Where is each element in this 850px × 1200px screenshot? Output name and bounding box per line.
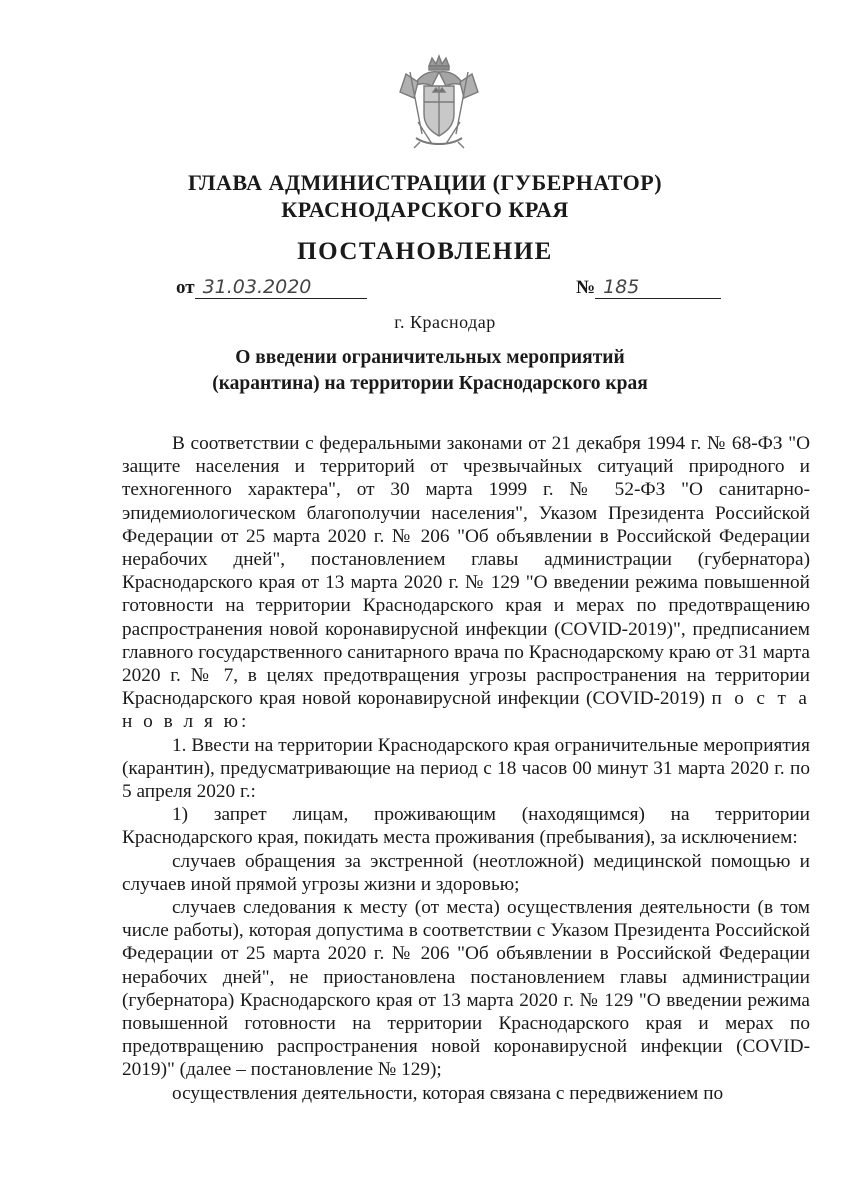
exception-medical-paragraph: случаев обращения за экстренной (неотложной) медицинской помощью и случаев иной прямой угрозы жизни и здоровью; bbox=[122, 850, 810, 895]
number-prefix: № bbox=[576, 277, 596, 298]
issuer-title-line2: КРАСНОДАРСКОГО КРАЯ bbox=[281, 197, 569, 222]
coat-of-arms-icon bbox=[396, 52, 482, 152]
preamble-paragraph bbox=[122, 432, 810, 734]
document-subject bbox=[0, 345, 850, 397]
issuer-title-line1: ГЛАВА АДМИНИСТРАЦИИ (ГУБЕРНАТОР) bbox=[187, 170, 663, 195]
exception-activity-paragraph: осуществления деятельности, которая связана с передвижением по bbox=[172, 1082, 724, 1104]
preamble-text: В соответствии с федеральными законами от 21 декабря 1994 г. № 68-ФЗ "О защите населения и территорий от чрезвычайных ситуаций природного и техногенного характера", от 30 марта 1999 г. № 52-ФЗ "О санитарно-эпидемиологическом благополучии населения", Указом Президента Российской Федерации от 25 марта 2020 г. № 206 "Об объявлении в Российской Федерации нерабочих дней", постановлением главы администрации (губернатора) Краснодарского края от 13 марта 2020 г. № 129 "О введении режима повышенной готовности на территории Краснодарского края и мерах по предотвращению распространения новой коронавирусной инфекции (COVID-2019)", предписанием главного государственного санитарного врача по Краснодарскому краю от 31 марта 2020 г. № 7, в целях предотвращения угрозы распространения на территории Краснодарского края новой коронавирусной инфекции (COVID-2019) bbox=[122, 433, 810, 710]
city-line: г. Краснодар bbox=[394, 312, 496, 332]
document-number bbox=[576, 276, 721, 299]
subject-line1: О введении ограничительных мероприятий bbox=[235, 347, 625, 368]
document-body bbox=[122, 432, 810, 1105]
subclause-1-paragraph: 1) запрет лицам, проживающим (находящимся) на территории Краснодарского края, покидать места проживания (пребывания), за исключением: bbox=[122, 804, 810, 849]
resolve-word: п о с т а н о в л я ю: bbox=[122, 688, 810, 733]
date-value: 31.03.2020 bbox=[195, 276, 367, 299]
document-date bbox=[176, 276, 367, 299]
number-value: 185 bbox=[595, 276, 721, 299]
date-prefix: от bbox=[176, 277, 195, 298]
clause-1-paragraph: 1. Ввести на территории Краснодарского края ограничительные мероприятия (карантин), предусматривающие на период с 18 часов 00 минут 31 марта 2020 г. по 5 апреля 2020 г.: bbox=[122, 734, 810, 803]
exception-work-paragraph: случаев следования к месту (от места) осуществления деятельности (в том числе работы), которая допустима в соответствии с Указом Президента Российской Федерации от 25 марта 2020 г. № 206 "Об объявлении в Российской Федерации нерабочих дней", не приостановлена постановлением главы администрации (губернатора) Краснодарского края от 13 марта 2020 г. № 129 "О введении режима повышенной готовности на территории Краснодарского края и мерах по предотвращению распространения новой коронавирусной инфекции (COVID-2019)" (далее – постановление № 129); bbox=[122, 897, 810, 1081]
subject-line2: (карантина) на территории Краснодарского края bbox=[212, 373, 648, 394]
document-type-title: ПОСТАНОВЛЕНИЕ bbox=[297, 238, 553, 265]
